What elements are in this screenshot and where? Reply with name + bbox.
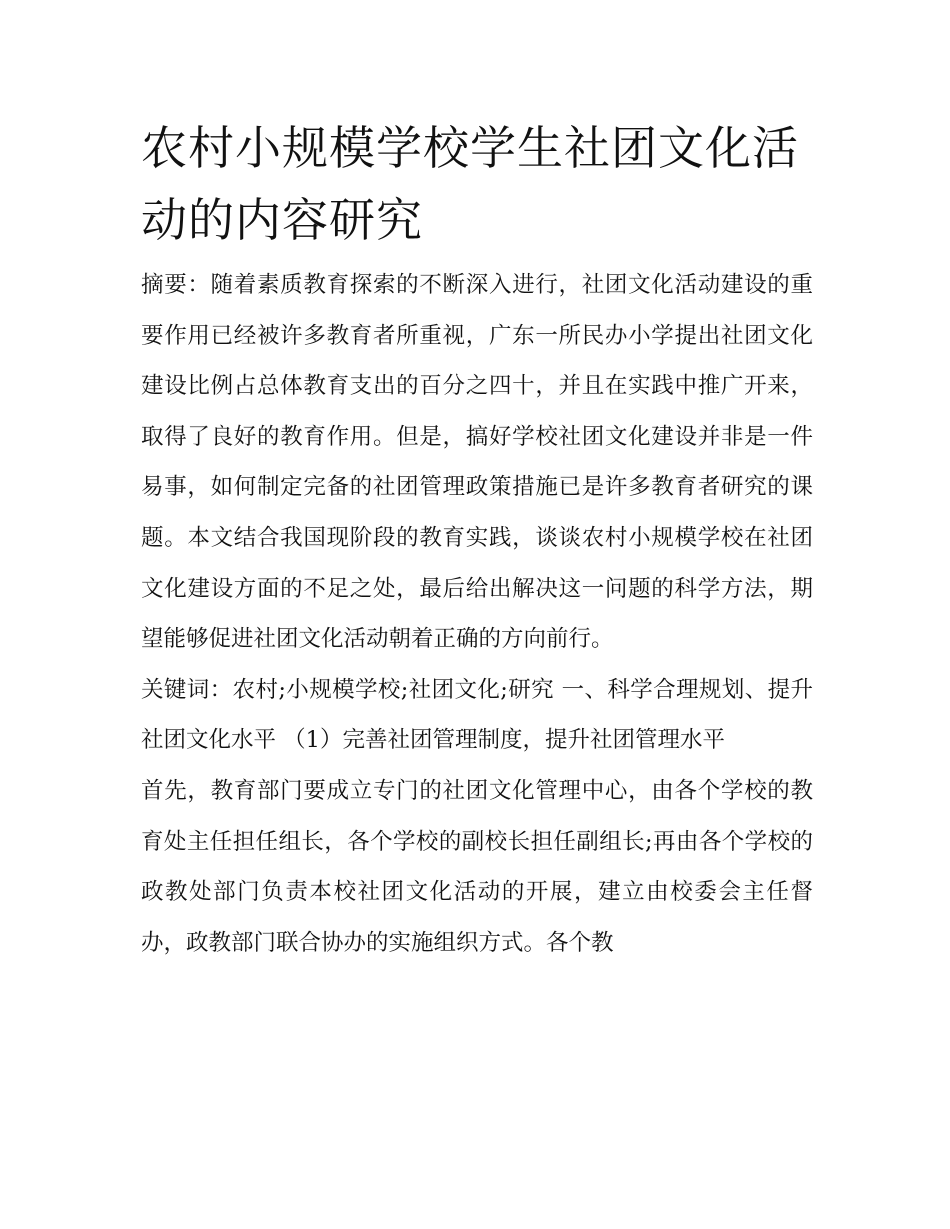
abstract-paragraph: 摘要：随着素质教育探索的不断深入进行，社团文化活动建设的重要作用已经被许多教育者所重视，广东一所民办小学提出社团文化建设比例占总体教育支出的百分之四十，并且在实践中推广开来，取得了良好的教育作用。但是，搞好学校社团文化建设并非是一件易事，如何制定完备的社团管理政策措施已是许多教育者研究的课题。本文结合我国现阶段的教育实践，谈谈农村小规模学校在社团文化建设方面的不足之处，最后给出解决这一问题的科学方法，期望能够促进社团文化活动朝着正确的方向前行。: [141, 272, 813, 653]
document-title: 农村小规模学校学生社团文化活动的内容研究: [141, 121, 799, 247]
document-page: [141, 112, 813, 968]
body-paragraph: 首先，教育部门要成立专门的社团文化管理中心，由各个学校的教育处主任担任组长，各个学校的副校长担任副组长;再由各个学校的政教处部门负责本校社团文化活动的开展，建立由校委会主任督办，政教部门联合协办的实施组织方式。各个教: [141, 777, 813, 956]
keywords-paragraph: 关键词：农村;小规模学校;社团文化;研究 一、科学合理规划、提升社团文化水平 （1）完善社团管理制度，提升社团管理水平: [141, 676, 813, 754]
